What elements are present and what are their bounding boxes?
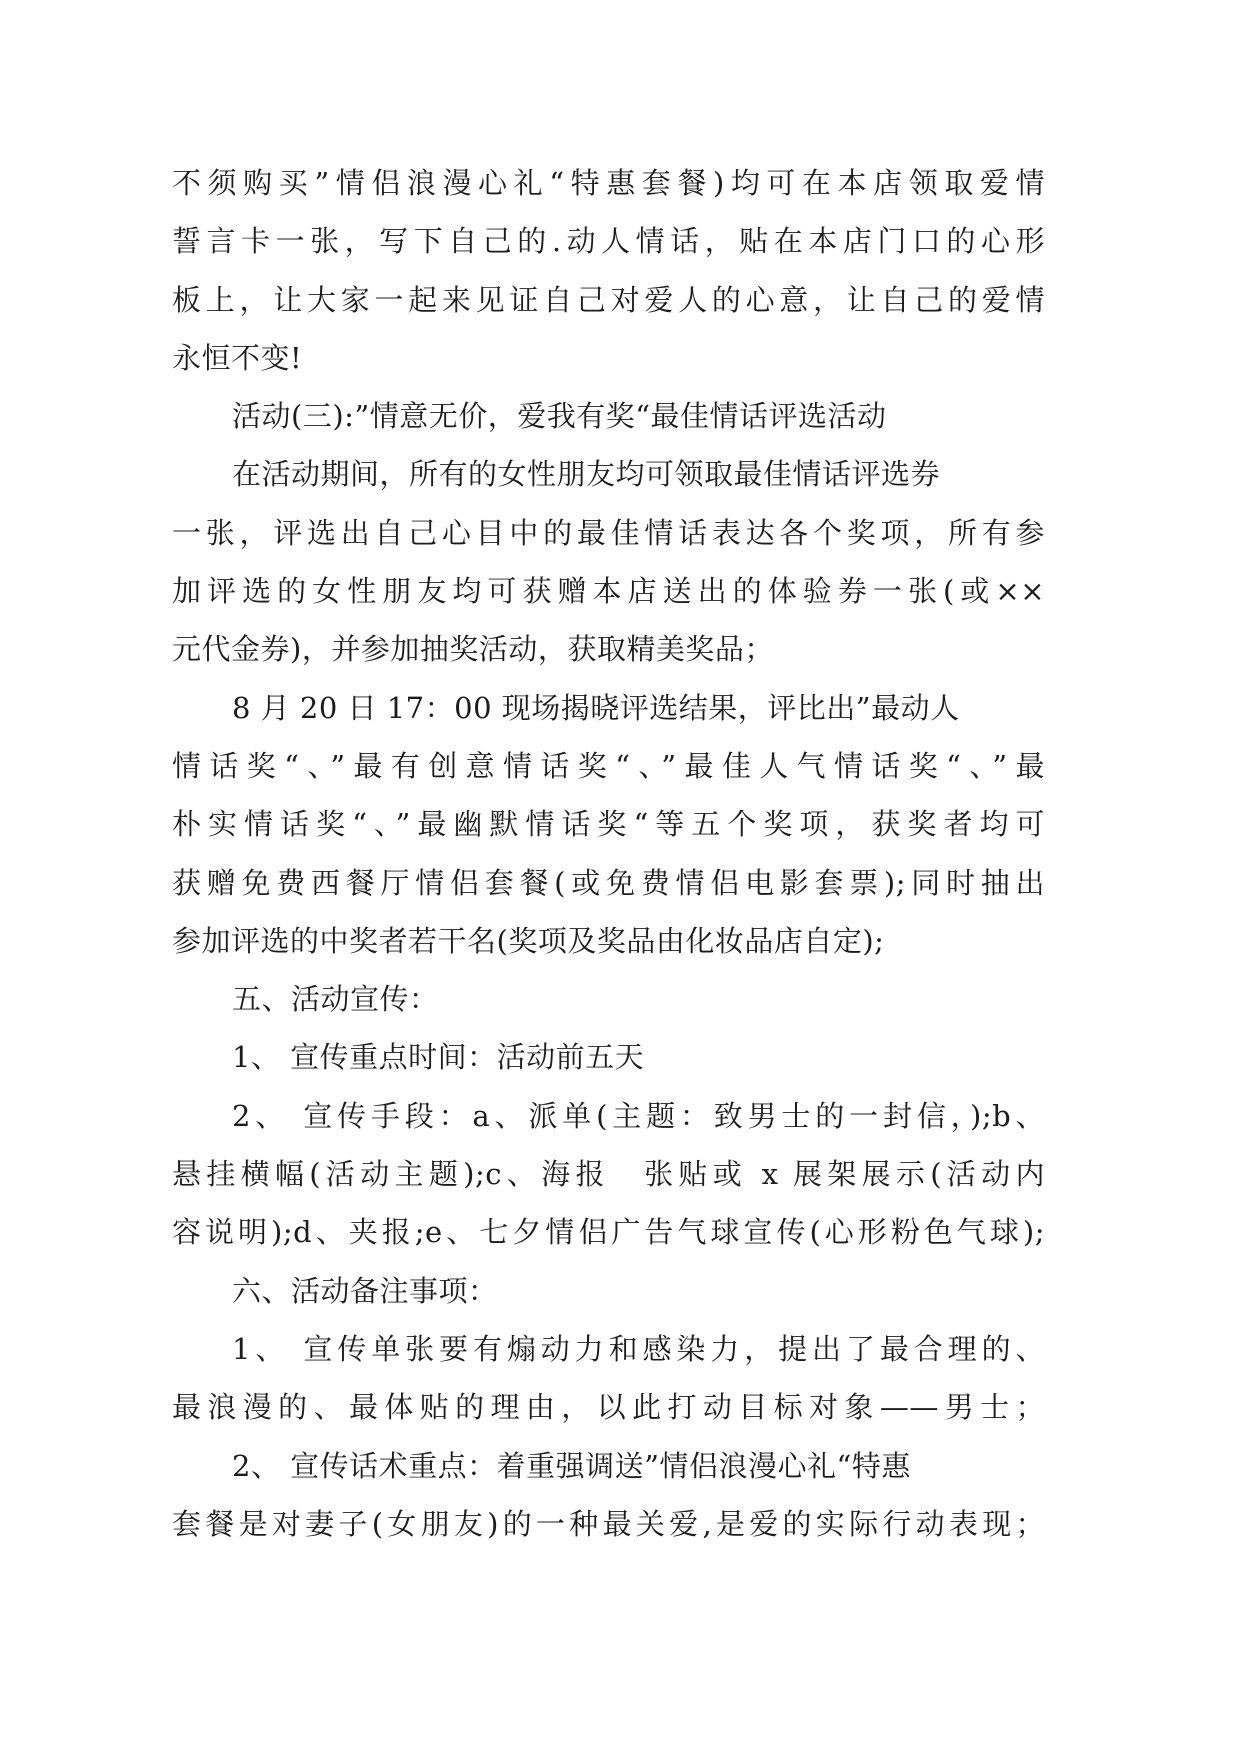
paragraph-results-announcement xyxy=(172,679,1045,970)
text-line: 套餐是对妻子(女朋友)的一种最关爱,是爱的实际行动表现； xyxy=(172,1506,1045,1541)
paragraph-activity-three-details xyxy=(172,445,1045,678)
text-line: 在活动期间，所有的女性朋友均可领取最佳情话评选券 xyxy=(232,457,941,492)
paragraph-activity-three-heading xyxy=(172,387,1045,445)
paragraph-promo-timing xyxy=(172,1028,1045,1086)
text-line: 元代金券)，并参加抽奖活动，获取精美奖品； xyxy=(172,632,774,667)
text-line: 参加评选的中奖者若干名(奖项及奖品由化妆品店自定); xyxy=(172,923,885,958)
text-line: 永恒不变! xyxy=(172,340,303,375)
text-line: 一张，评选出自己心目中的最佳情话表达各个奖项，所有参 xyxy=(172,515,1045,550)
paragraph-section-five-heading xyxy=(172,970,1045,1028)
text-line: 情话奖“、”最有创意情话奖“、”最佳人气情话奖“、”最 xyxy=(172,748,1045,783)
section-heading: 活动(三):”情意无价，爱我有奖“最佳情话评选活动 xyxy=(232,399,887,434)
section-heading: 六、活动备注事项： xyxy=(232,1273,498,1308)
text-line: 不须购买”情侣浪漫心礼“特惠套餐)均可在本店领取爱情 xyxy=(172,166,1045,200)
text-line: 板上，让大家一起来见证自己对爱人的心意，让自己的爱情 xyxy=(172,282,1045,317)
paragraph-section-six-heading xyxy=(172,1262,1045,1320)
text-line: 8 月 20 日 17：00 现场揭晓评选结果，评比出”最动人 xyxy=(232,690,960,725)
paragraph-note-two xyxy=(172,1437,1045,1554)
list-item: 1、 宣传单张要有煽动力和感染力，提出了最合理的、 xyxy=(232,1331,1045,1366)
text-line: 誓言卡一张，写下自己的.动人情话，贴在本店门口的心形 xyxy=(172,224,1045,259)
text-line: 加评选的女性朋友均可获赠本店送出的体验券一张(或×× xyxy=(172,574,1045,609)
paragraph-promo-methods xyxy=(172,1087,1045,1262)
section-heading: 五、活动宣传： xyxy=(232,982,439,1017)
text-line: 最浪漫的、最体贴的理由，以此打动目标对象——男士； xyxy=(172,1390,1045,1425)
list-item: 2、 宣传话术重点：着重强调送”情侣浪漫心礼“特惠 xyxy=(232,1448,911,1483)
paragraph-note-one xyxy=(172,1320,1045,1437)
document-body xyxy=(172,154,1045,1553)
list-item: 1、 宣传重点时间：活动前五天 xyxy=(232,1040,645,1075)
text-line: 容说明);d、夹报;e、七夕情侣广告气球宣传(心形粉色气球); xyxy=(172,1215,1045,1250)
paragraph-gift-pledge-card xyxy=(172,154,1045,387)
text-line: 悬挂横幅(活动主题);c、海报 张贴或 x 展架展示(活动内 xyxy=(172,1157,1045,1192)
text-line: 获赠免费西餐厅情侣套餐(或免费情侣电影套票);同时抽出 xyxy=(172,865,1045,900)
list-item: 2、 宣传手段：a、派单(主题：致男士的一封信，);b、 xyxy=(232,1098,1045,1133)
text-line: 朴实情话奖“、”最幽默情话奖“等五个奖项，获奖者均可 xyxy=(172,807,1045,842)
